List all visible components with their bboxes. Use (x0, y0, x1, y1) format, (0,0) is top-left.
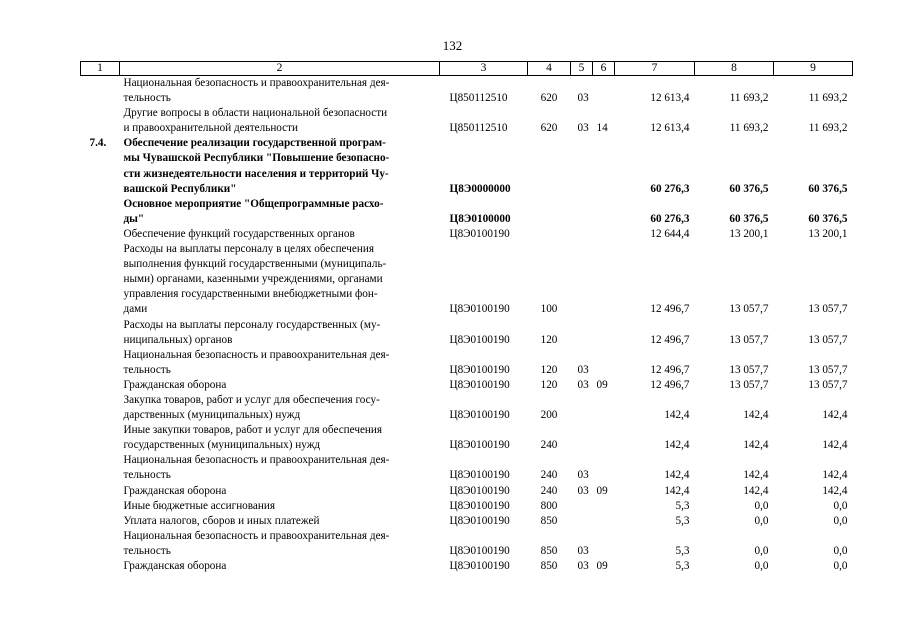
amount-col-9: 13 057,7 (808, 363, 848, 376)
subsection-code (593, 514, 615, 529)
amount-col-7: 12 613,4 (650, 122, 690, 135)
row-name-line: Иные закупки товаров, работ и услуг для обеспечения (123, 424, 383, 437)
header-col-6: 6 (593, 62, 615, 76)
target-article-code: Ц8Э0000000 (449, 182, 511, 195)
row-name (120, 529, 440, 559)
table-row (81, 348, 853, 378)
section-code (571, 514, 593, 529)
expense-group: 240 (540, 484, 558, 497)
amount-col-7: 12 496,7 (650, 333, 690, 346)
amount-col-8: 0,0 (754, 499, 769, 512)
amount-col-7: 142,4 (664, 469, 690, 482)
table-row (81, 106, 853, 136)
subsection-code (593, 423, 615, 453)
section-code (571, 318, 593, 348)
amount-col-7: 142,4 (664, 439, 690, 452)
row-name-line: государственных (муниципальных) нужд (123, 439, 321, 452)
expense-group: 850 (540, 544, 558, 557)
target-article-code: Ц8Э0100190 (449, 227, 510, 240)
amount-col-8: 13 057,7 (729, 333, 769, 346)
table-row (81, 453, 853, 483)
row-name-line: тельность (123, 544, 171, 557)
expense-group (528, 227, 571, 242)
table-row (81, 227, 853, 242)
target-article-code: Ц8Э0100190 (449, 363, 510, 376)
expense-group: 620 (540, 92, 558, 105)
row-number (81, 348, 120, 378)
subsection-code (593, 453, 615, 483)
row-name-line: Расходы на выплаты персоналу государственных (му- (123, 318, 381, 331)
row-name (120, 136, 440, 196)
section-code (571, 423, 593, 453)
target-article-code: Ц8Э0100190 (449, 560, 510, 572)
section-code: 03 (577, 484, 589, 497)
header-col-3: 3 (440, 62, 528, 76)
amount-col-9: 0,0 (833, 560, 848, 572)
row-name-line: Закупка товаров, работ и услуг для обеспечения госу- (123, 393, 380, 406)
header-col-8: 8 (695, 62, 774, 76)
row-name-line: Национальная безопасность и правоохранительная дея- (123, 529, 390, 542)
row-name-line: тельность (123, 92, 171, 105)
row-name (120, 393, 440, 423)
expense-group: 800 (540, 499, 558, 512)
amount-col-8: 142,4 (743, 439, 769, 452)
target-article-code: Ц8Э0100190 (449, 514, 510, 527)
row-name (120, 227, 440, 242)
row-number (81, 453, 120, 483)
row-number (81, 484, 120, 499)
amount-col-8: 60 376,5 (729, 212, 769, 225)
row-name-line: Национальная безопасность и правоохранительная дея- (123, 77, 390, 89)
expense-group: 120 (540, 363, 558, 376)
expense-group: 850 (540, 560, 558, 572)
expense-group (528, 197, 571, 227)
amount-col-7: 60 276,3 (650, 212, 690, 225)
target-article-code: Ц8Э0100190 (449, 409, 510, 422)
row-name-line: тельность (123, 469, 171, 482)
subsection-code: 09 (596, 560, 608, 572)
table-row (81, 559, 853, 574)
row-name-line: Уплата налогов, сборов и иных платежей (123, 514, 320, 527)
amount-col-9: 11 693,2 (808, 92, 848, 105)
row-name-line: выполнения функций государственными (муниципаль- (123, 258, 387, 271)
expense-group (528, 136, 571, 196)
row-name (120, 378, 440, 393)
target-article-code: Ц8Э0100190 (449, 484, 510, 497)
amount-col-8: 13 057,7 (729, 363, 769, 376)
section-code (571, 197, 593, 227)
row-name-line: ниципальных) органов (123, 333, 233, 346)
target-article-code: Ц850112510 (449, 92, 508, 105)
amount-col-9: 60 376,5 (808, 212, 848, 225)
subsection-code: 14 (596, 122, 608, 135)
amount-col-7: 5,3 (675, 544, 690, 557)
expense-group: 120 (540, 378, 558, 391)
table-row (81, 499, 853, 514)
row-number (81, 242, 120, 317)
row-name-line: сти жизнедеятельности населения и территорий Чу- (123, 167, 389, 180)
target-article-code: Ц8Э0100190 (449, 333, 510, 346)
header-col-1: 1 (81, 62, 120, 76)
subsection-code (593, 136, 615, 196)
amount-col-7: 142,4 (664, 409, 690, 422)
row-name-line: Национальная безопасность и правоохранительная дея- (123, 348, 390, 361)
amount-col-7: 12 644,4 (650, 227, 690, 240)
row-name-line: Другие вопросы в области национальной безопасности (123, 107, 388, 120)
subsection-code (593, 227, 615, 242)
row-number (81, 393, 120, 423)
row-name-line: Гражданская оборона (123, 560, 227, 572)
section-code: 03 (577, 544, 589, 557)
budget-table (80, 61, 853, 574)
amount-col-9: 142,4 (822, 469, 848, 482)
row-name-line: Национальная безопасность и правоохранительная дея- (123, 454, 390, 467)
row-name-line: мы Чувашской Республики "Повышение безопасно- (123, 152, 390, 165)
target-article-code: Ц850112510 (449, 122, 508, 135)
amount-col-8: 0,0 (754, 544, 769, 557)
row-number: 7.4. (89, 137, 107, 150)
subsection-code (593, 76, 615, 107)
expense-group: 240 (540, 439, 558, 452)
header-col-9: 9 (774, 62, 853, 76)
table-row (81, 484, 853, 499)
row-name-line: дарственных (муниципальных) нужд (123, 409, 301, 422)
row-number (81, 106, 120, 136)
table-body (81, 76, 853, 575)
subsection-code (593, 529, 615, 559)
row-name-line: Основное мероприятие "Общепрограммные расхо- (123, 197, 384, 210)
row-number (81, 378, 120, 393)
table-row (81, 423, 853, 453)
row-name (120, 559, 440, 574)
row-name (120, 242, 440, 317)
amount-col-8: 0,0 (754, 560, 769, 572)
amount-col-8: 0,0 (754, 514, 769, 527)
section-code: 03 (577, 378, 589, 391)
row-number (81, 423, 120, 453)
header-col-2: 2 (120, 62, 440, 76)
expense-group: 240 (540, 469, 558, 482)
amount-col-8: 142,4 (743, 484, 769, 497)
row-name (120, 423, 440, 453)
amount-col-7: 60 276,3 (650, 182, 690, 195)
amount-col-9: 0,0 (833, 514, 848, 527)
amount-col-9: 142,4 (822, 439, 848, 452)
amount-col-8: 142,4 (743, 409, 769, 422)
amount-col-9: 13 200,1 (808, 227, 848, 240)
row-name-line: Расходы на выплаты персоналу в целях обеспечения (123, 243, 374, 256)
row-name (120, 453, 440, 483)
amount-col-7: 12 613,4 (650, 92, 690, 105)
table-row (81, 318, 853, 348)
row-name-line: Обеспечение реализации государственной програм- (123, 137, 386, 150)
section-code: 03 (577, 469, 589, 482)
row-number (81, 76, 120, 107)
row-name-line: и правоохранительной деятельности (123, 122, 299, 135)
section-code (571, 499, 593, 514)
subsection-code (593, 318, 615, 348)
subsection-code (593, 393, 615, 423)
expense-group: 620 (540, 122, 558, 135)
header-col-5: 5 (571, 62, 593, 76)
row-number (81, 514, 120, 529)
section-code (571, 393, 593, 423)
target-article-code: Ц8Э0100190 (449, 544, 510, 557)
amount-col-9: 0,0 (833, 544, 848, 557)
row-name (120, 76, 440, 107)
section-code (571, 227, 593, 242)
target-article-code: Ц8Э0100190 (449, 469, 510, 482)
row-name-line: ными) органами, казенными учреждениями, органами (123, 273, 383, 286)
subsection-code: 09 (596, 378, 608, 391)
target-article-code: Ц8Э0100190 (449, 378, 510, 391)
table-row (81, 529, 853, 559)
amount-col-9: 11 693,2 (808, 122, 848, 135)
amount-col-7: 12 496,7 (650, 378, 690, 391)
table-row (81, 197, 853, 227)
amount-col-9: 13 057,7 (808, 303, 848, 316)
row-name-line: Гражданская оборона (123, 378, 227, 391)
header-col-4: 4 (528, 62, 571, 76)
header-col-7: 7 (615, 62, 695, 76)
section-code: 03 (577, 92, 589, 105)
row-name-line: ды" (123, 212, 145, 225)
subsection-code (593, 242, 615, 317)
target-article-code: Ц8Э0100190 (449, 439, 510, 452)
expense-group: 100 (540, 303, 558, 316)
amount-col-8: 142,4 (743, 469, 769, 482)
amount-col-8: 11 693,2 (729, 122, 769, 135)
amount-col-9: 13 057,7 (808, 378, 848, 391)
expense-group: 850 (540, 514, 558, 527)
amount-col-7: 5,3 (675, 560, 690, 572)
subsection-code (593, 197, 615, 227)
row-name-line: дами (123, 303, 148, 316)
amount-col-8: 13 200,1 (729, 227, 769, 240)
amount-col-7: 12 496,7 (650, 363, 690, 376)
row-name-line: вашской Республики" (123, 182, 237, 195)
row-number (81, 559, 120, 574)
row-name-line: Обеспечение функций государственных органов (123, 227, 355, 240)
table-row (81, 378, 853, 393)
table-row (81, 136, 853, 196)
amount-col-7: 12 496,7 (650, 303, 690, 316)
amount-col-8: 13 057,7 (729, 303, 769, 316)
row-number (81, 197, 120, 227)
amount-col-9: 13 057,7 (808, 333, 848, 346)
target-article-code: Ц8Э0100000 (449, 212, 511, 225)
row-name (120, 514, 440, 529)
row-name (120, 484, 440, 499)
row-name (120, 318, 440, 348)
row-number (81, 227, 120, 242)
amount-col-8: 60 376,5 (729, 182, 769, 195)
row-name-line: управления государственными внебюджетными фон- (123, 288, 378, 301)
row-number (81, 499, 120, 514)
amount-col-9: 60 376,5 (808, 182, 848, 195)
section-code: 03 (577, 122, 589, 135)
amount-col-7: 5,3 (675, 514, 690, 527)
expense-group: 120 (540, 333, 558, 346)
table-row (81, 242, 853, 317)
section-code (571, 136, 593, 196)
row-name-line: тельность (123, 363, 171, 376)
expense-group: 200 (540, 409, 558, 422)
amount-col-9: 142,4 (822, 484, 848, 497)
subsection-code (593, 348, 615, 378)
row-name-line: Гражданская оборона (123, 484, 227, 497)
section-code: 03 (577, 560, 589, 572)
row-number (81, 529, 120, 559)
table-row (81, 76, 853, 107)
row-name (120, 499, 440, 514)
row-name (120, 348, 440, 378)
amount-col-8: 11 693,2 (729, 92, 769, 105)
amount-col-7: 142,4 (664, 484, 690, 497)
page-number: 132 (442, 38, 463, 53)
target-article-code: Ц8Э0100190 (449, 499, 510, 512)
row-name (120, 197, 440, 227)
table-row (81, 393, 853, 423)
row-name (120, 106, 440, 136)
table-row (81, 514, 853, 529)
column-number-header (81, 62, 853, 76)
section-code: 03 (577, 363, 589, 376)
subsection-code (593, 499, 615, 514)
target-article-code: Ц8Э0100190 (449, 303, 510, 316)
amount-col-7: 5,3 (675, 499, 690, 512)
subsection-code: 09 (596, 484, 608, 497)
section-code (571, 242, 593, 317)
amount-col-8: 13 057,7 (729, 378, 769, 391)
amount-col-9: 142,4 (822, 409, 848, 422)
row-number (81, 318, 120, 348)
amount-col-9: 0,0 (833, 499, 848, 512)
row-name-line: Иные бюджетные ассигнования (123, 499, 275, 512)
